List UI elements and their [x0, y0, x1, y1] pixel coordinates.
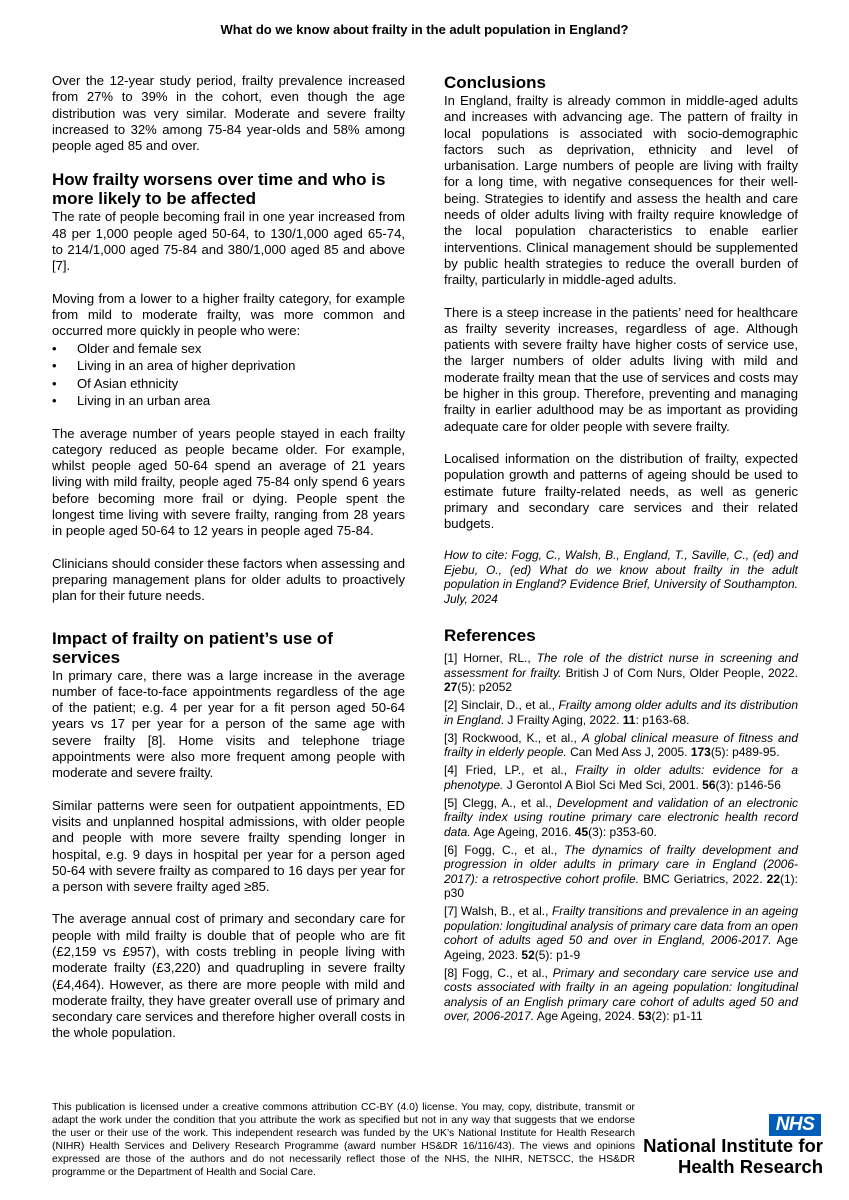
paragraph-primary-care: In primary care, there was a large increase in the average number of face-to-face appointments regardless of the age of the patient; e.g. 4 per year for a fit person aged 50-64 years vs 17 per year for a person of the same age with severe frailty [8]. Home visits and telephone triage appointments were also more frequent among people with moderate and severe frailty.	[52, 667, 405, 781]
risk-factor-list	[52, 340, 405, 410]
reference-list	[444, 651, 798, 1024]
section-heading-references: References	[444, 626, 536, 646]
list-item: • Older and female sex	[52, 340, 405, 358]
reference-volume: 53	[638, 1009, 652, 1024]
reference-journal: . J Frailty Aging, 2022.	[500, 712, 623, 727]
reference-pages: (2): p1-11	[651, 1009, 703, 1024]
paragraph-conclusions-3: Localised information on the distribution of frailty, expected population growth and patterns of ageing should be used to estimate future frailty-related needs, as well as generic primary and secondary care services and their related budgets.	[444, 450, 798, 532]
reference-journal: Can Med Ass J, 2005.	[566, 745, 691, 760]
list-item: • Living in an urban area	[52, 392, 405, 410]
reference-item	[444, 651, 798, 695]
nihr-logo-line-1: National Institute for	[643, 1135, 823, 1156]
reference-journal: Age Ageing, 2024.	[534, 1009, 639, 1024]
left-column	[52, 73, 405, 1058]
reference-journal: BMC Geriatrics, 2022.	[639, 871, 767, 886]
reference-volume: 45	[574, 824, 589, 839]
intro-paragraph: Over the 12-year study period, frailty prevalence increased from 27% to 39% in the cohort, even though the age distribution was very similar. Moderate and severe frailty increased to 32% among 75-84 year-olds and 58% among people aged 85 and over.	[52, 73, 405, 154]
reference-pages: (3): p353-60.	[588, 824, 657, 839]
paragraph-frailty-category: Moving from a lower to a higher frailty category, for example from mild to moderate frailty, was more common and occurred more quickly in people who were:	[52, 290, 405, 339]
reference-item	[444, 698, 798, 727]
how-to-cite: How to cite: Fogg, C., Walsh, B., England, T., Saville, C., (ed) and Ejebu, O., (ed) What do we know about frailty in the adult population in England? Evidence Brief, University of Southampton. July, 2024	[444, 548, 798, 606]
reference-item	[444, 904, 798, 962]
reference-title: A global clinical measure of fitness and frailty in elderly people.	[444, 730, 799, 760]
section-heading-conclusions: Conclusions	[444, 73, 547, 92]
paragraph-hospital-use: Similar patterns were seen for outpatient appointments, ED visits and unplanned hospital admissions, with older people and people with more severe frailty spending longer in hospital, e.g. 9 days in hospital per year for a person aged 50-64 with severe frailty as compared to 16 days per year for a person with severe frailty aged ≥85.	[52, 797, 405, 895]
reference-title: Development and validation of an electronic frailty index using routine primary care electronic health record data.	[444, 795, 798, 839]
paragraph-years-in-category: The average number of years people stayed in each frailty category reduced as people became older. For example, whilst people aged 50-64 spend an average of 21 years living with mild frailty, people aged 75-84 only spend 6 years before becoming more frail or dying. People spent the longest time living with severe frailty, ranging from 28 years in people aged 50-64 to 12 years in people aged 75-84.	[52, 425, 405, 539]
reference-journal: Age Ageing, 2016.	[470, 824, 575, 839]
reference-title: Frailty transitions and prevalence in an ageing population: longitudinal analysis of primary care data from an open cohort of adults aged 50 and over in England, 2006-2017.	[444, 904, 798, 948]
reference-volume: 173	[690, 745, 711, 760]
list-item: • Living in an area of higher deprivation	[52, 357, 405, 375]
reference-pages: (1): p30	[444, 871, 798, 901]
paragraph-conclusions-1: In England, frailty is already common in middle-aged adults and increases with advancing age. The pattern of frailty in local populations is associated with socio-demographic factors such as deprivation, ethnicity and level of urbanisation. Large numbers of people are living with frailty for a long time, with negative consequences for their well-being. Strategies to identify and assess the health and care needs of older adults living with frailty require knowledge of the local population characteristics to enable earlier interventions. Clinical management should be supplemented by public health strategies to reduce the overall burden of frailty, particularly in middle-aged adults.	[444, 93, 798, 288]
nhs-logo: NHS	[769, 1114, 821, 1136]
reference-authors: [6] Fogg, C., et al.,	[444, 842, 565, 857]
reference-authors: [7] Walsh, B., et al.,	[444, 904, 552, 919]
list-item: • Of Asian ethnicity	[52, 375, 405, 393]
reference-title: The role of the district nurse in screening and assessment for frailty.	[444, 651, 798, 680]
reference-item	[444, 731, 798, 760]
reference-pages: : p163-68.	[635, 712, 690, 727]
reference-volume: 22	[766, 871, 780, 886]
nihr-logo-text	[640, 1135, 823, 1177]
section-heading-frailty-worsens: How frailty worsens over time and who is more likely to be affected	[52, 170, 386, 209]
reference-volume: 52	[521, 947, 535, 962]
reference-title: Frailty in older adults: evidence for a phenotype.	[444, 763, 799, 792]
reference-volume: 11	[622, 712, 636, 727]
paragraph-frailty-rate: The rate of people becoming frail in one year increased from 48 per 1,000 people aged 50-64, to 130/1,000 aged 65-74, to 214/1,000 aged 75-84 and 380/1,000 aged 85 and above [7].	[52, 209, 405, 274]
paragraph-clinicians: Clinicians should consider these factors when assessing and preparing management plans for older adults to proactively plan for their future needs.	[52, 555, 405, 604]
reference-title: Frailty among older adults and its distribution in England	[444, 698, 798, 727]
reference-authors: [1] Horner, RL.,	[444, 651, 537, 666]
reference-authors: [4] Fried, LP., et al.,	[444, 763, 576, 778]
paragraph-costs: The average annual cost of primary and secondary care for people with mild frailty is double that of people who are fit (£2,159 vs £957), with costs trebling in people living with moderate frailty (£3,220) and quadrupling in severe frailty (£4,464). However, as there are more people with mild and moderate frailty, they have greater overall use of primary and secondary care services and therefore higher overall costs in the whole population.	[52, 911, 405, 1041]
reference-authors: [2] Sinclair, D., et al.,	[444, 698, 559, 713]
reference-title: The dynamics of frailty development and progression in older adults in primary care in England (2006-2017): a retrospective cohort profile.	[444, 842, 798, 886]
reference-volume: 56	[702, 777, 716, 792]
license-footer: This publication is licensed under a creative commons attribution CC-BY (4.0) license. You may, copy, distribute, transmit or adapt the work under the condition that you attribute the work as specified but not in any way that suggests that we endorse the user or their use of the work. This independent research was funded by the UK’s National Institute for Health Research (NIHR) Health Services and Delivery Research Programme (award number HS&DR 16/116/43). The views and opinions expressed are those of the authors and do not necessarily reflect those of the NHS, the NIHR, NETSCC, the HS&DR programme or the Department of Health and Social Care.	[52, 1102, 635, 1179]
reference-journal: J Gerontol A Biol Sci Med Sci, 2001.	[503, 777, 703, 792]
reference-pages: (5): p2052	[457, 680, 513, 695]
section-heading-service-use: Impact of frailty on patient’s use of services	[52, 628, 333, 667]
reference-pages: (5): p489-95.	[710, 745, 780, 760]
nihr-logo-line-2: Health Research	[678, 1156, 823, 1177]
reference-item	[444, 966, 798, 1024]
reference-pages: (3): p146-56	[715, 777, 781, 792]
reference-item	[444, 796, 798, 840]
reference-title: Primary and secondary care service use and costs associated with frailty in an ageing population: longitudinal analysis of an English primary care cohort of adults aged 50 and over, 2006-2017.	[444, 965, 798, 1024]
paragraph-conclusions-2: There is a steep increase in the patients’ need for healthcare as frailty severity increases, regardless of age. Although patients with severe frailty have higher costs of service use, the larger numbers of older adults living with mild and moderate frailty mean that the use of services and costs may be higher in this group. Therefore, preventing and managing frailty in earlier adulthood may be as important as providing adequate care for older people with severe frailty.	[444, 304, 798, 434]
reference-journal: British J of Com Nurs, Older People, 2022.	[561, 665, 798, 680]
reference-authors: [8] Fogg, C., et al.,	[444, 965, 553, 980]
page-title: What do we know about frailty in the adult population in England?	[220, 22, 629, 37]
reference-pages: (5): p1-9	[534, 947, 581, 962]
reference-authors: [3] Rockwood, K., et al.,	[444, 730, 582, 745]
reference-journal: Age Ageing, 2023.	[444, 933, 798, 962]
reference-item	[444, 843, 798, 901]
reference-volume: 27	[444, 680, 458, 695]
right-column	[444, 73, 798, 1027]
reference-item	[444, 763, 798, 792]
reference-authors: [5] Clegg, A., et al.,	[444, 795, 557, 810]
